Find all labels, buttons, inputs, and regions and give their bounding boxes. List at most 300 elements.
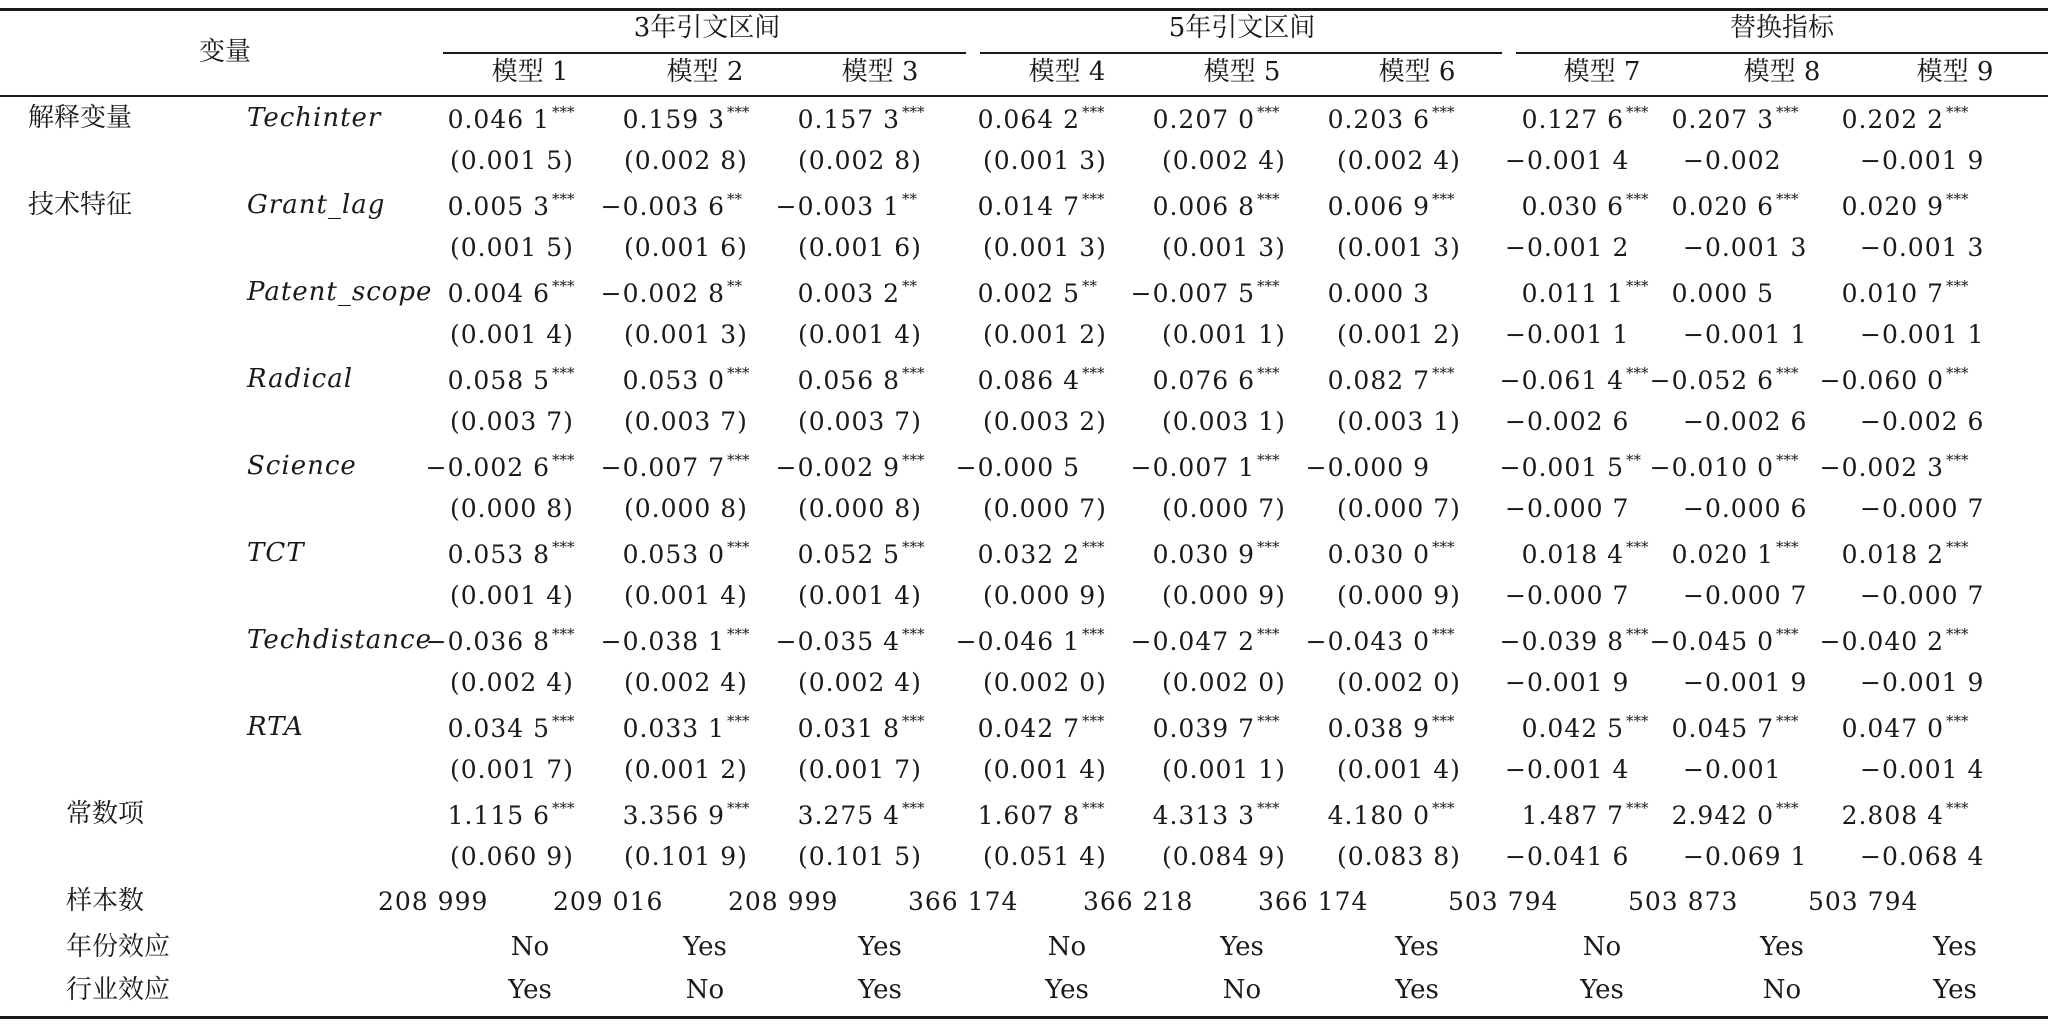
variable-name: Radical bbox=[247, 364, 354, 394]
coef-cell bbox=[1842, 714, 1982, 747]
significance-stars: *** bbox=[1626, 190, 1649, 208]
coef-cell bbox=[776, 192, 938, 225]
se-cell: (0.001 3) bbox=[1162, 233, 1286, 262]
coef-value: −0.047 2 bbox=[1130, 627, 1255, 656]
significance-stars: *** bbox=[1776, 538, 1799, 556]
significance-stars: *** bbox=[1257, 799, 1280, 817]
coef-value: −0.035 4 bbox=[775, 627, 900, 656]
se-cell: (0.002 4) bbox=[1162, 146, 1286, 175]
coef-value: 0.207 0 bbox=[1152, 105, 1255, 134]
significance-stars: *** bbox=[1626, 799, 1649, 817]
coef-value: −0.001 5 bbox=[1499, 453, 1624, 482]
se-cell: −0.002 bbox=[1683, 146, 1782, 175]
significance-stars: *** bbox=[552, 277, 575, 295]
coef-value: −0.052 6 bbox=[1649, 366, 1774, 395]
group-rule-3 bbox=[1516, 52, 2048, 54]
coef-cell bbox=[1522, 105, 1662, 138]
group-rule-2 bbox=[980, 52, 1502, 54]
coef-value: 2.808 4 bbox=[1841, 801, 1944, 830]
se-cell: (0.002 4) bbox=[1337, 146, 1461, 175]
significance-stars: *** bbox=[1432, 799, 1455, 817]
coef-value: 0.004 6 bbox=[447, 279, 550, 308]
significance-stars: *** bbox=[1946, 712, 1969, 730]
coef-cell bbox=[1500, 453, 1662, 486]
bottom-rule bbox=[0, 1016, 2048, 1019]
year-effect-value: No bbox=[510, 932, 550, 962]
significance-stars: *** bbox=[1082, 712, 1105, 730]
se-cell: (0.001 5) bbox=[450, 233, 574, 262]
row-category: 常数项 bbox=[66, 799, 145, 829]
se-cell: (0.003 1) bbox=[1337, 407, 1461, 436]
significance-stars: *** bbox=[727, 799, 750, 817]
significance-stars: *** bbox=[902, 625, 925, 643]
se-cell: (0.001 4) bbox=[798, 581, 922, 610]
coef-value: 0.014 7 bbox=[977, 192, 1080, 221]
coef-value: −0.007 5 bbox=[1130, 279, 1255, 308]
significance-stars: *** bbox=[1776, 625, 1799, 643]
significance-stars: *** bbox=[1946, 625, 1969, 643]
significance-stars: *** bbox=[1626, 712, 1649, 730]
coef-cell bbox=[798, 105, 938, 138]
significance-stars: *** bbox=[552, 712, 575, 730]
coef-cell bbox=[623, 105, 763, 138]
year-effect-value: Yes bbox=[1933, 932, 1977, 962]
se-cell: −0.068 4 bbox=[1860, 842, 1985, 871]
coef-value: 0.030 6 bbox=[1521, 192, 1624, 221]
coef-cell bbox=[448, 105, 588, 138]
coef-cell bbox=[448, 801, 588, 834]
se-cell: −0.001 9 bbox=[1860, 668, 1985, 697]
significance-stars: *** bbox=[1257, 538, 1280, 556]
significance-stars: *** bbox=[552, 451, 575, 469]
significance-stars: *** bbox=[1946, 190, 1969, 208]
coef-value: 0.020 6 bbox=[1671, 192, 1774, 221]
coef-cell bbox=[601, 627, 763, 660]
significance-stars: *** bbox=[1432, 364, 1455, 382]
coef-value: −0.007 7 bbox=[600, 453, 725, 482]
significance-stars: *** bbox=[727, 538, 750, 556]
coef-cell bbox=[1500, 366, 1662, 399]
significance-stars: *** bbox=[1257, 103, 1280, 121]
sample-count: 366 218 bbox=[1083, 887, 1194, 916]
coef-cell bbox=[1328, 540, 1468, 573]
sample-count: 503 794 bbox=[1448, 887, 1559, 916]
coef-value: −0.000 5 bbox=[955, 453, 1080, 482]
coef-value: 0.002 5 bbox=[977, 279, 1080, 308]
coef-value: −0.043 0 bbox=[1305, 627, 1430, 656]
se-cell: (0.002 8) bbox=[624, 146, 748, 175]
industry-effect-value: No bbox=[1762, 975, 1802, 1005]
significance-stars: *** bbox=[1082, 625, 1105, 643]
coef-value: −0.038 1 bbox=[600, 627, 725, 656]
significance-stars: *** bbox=[1432, 712, 1455, 730]
coef-cell bbox=[1328, 279, 1468, 309]
coef-cell bbox=[1650, 453, 1812, 486]
significance-stars: ** bbox=[1082, 277, 1097, 295]
coef-cell bbox=[776, 453, 938, 486]
variable-name: RTA bbox=[247, 712, 304, 742]
coef-value: 0.053 8 bbox=[447, 540, 550, 569]
se-cell: −0.069 1 bbox=[1683, 842, 1808, 871]
se-cell: (0.000 8) bbox=[624, 494, 748, 523]
year-effect-value: No bbox=[1582, 932, 1622, 962]
se-cell: (0.002 8) bbox=[798, 146, 922, 175]
se-cell: (0.002 4) bbox=[624, 668, 748, 697]
coef-cell bbox=[1131, 279, 1293, 312]
coef-value: −0.010 0 bbox=[1649, 453, 1774, 482]
se-cell: (0.001 3) bbox=[983, 146, 1107, 175]
coef-cell bbox=[448, 366, 588, 399]
significance-stars: *** bbox=[552, 799, 575, 817]
coef-cell bbox=[978, 801, 1118, 834]
significance-stars: *** bbox=[552, 190, 575, 208]
significance-stars: *** bbox=[902, 451, 925, 469]
significance-stars: *** bbox=[1432, 103, 1455, 121]
se-cell: −0.001 3 bbox=[1683, 233, 1808, 262]
significance-stars: *** bbox=[727, 103, 750, 121]
se-cell: −0.001 9 bbox=[1860, 146, 1985, 175]
coef-value: −0.036 8 bbox=[425, 627, 550, 656]
coef-value: 0.006 9 bbox=[1327, 192, 1430, 221]
significance-stars: *** bbox=[1776, 190, 1799, 208]
significance-stars: ** bbox=[727, 190, 742, 208]
significance-stars: *** bbox=[1776, 451, 1799, 469]
industry-effect-value: Yes bbox=[858, 975, 902, 1005]
significance-stars: *** bbox=[1626, 277, 1649, 295]
top-rule bbox=[0, 8, 2048, 11]
industry-effect-value: Yes bbox=[1045, 975, 1089, 1005]
coef-cell bbox=[1153, 714, 1293, 747]
year-effect-value: Yes bbox=[858, 932, 902, 962]
coef-cell bbox=[1153, 105, 1293, 138]
significance-stars: *** bbox=[1082, 364, 1105, 382]
coef-cell bbox=[1672, 105, 1812, 138]
variable-name: Science bbox=[247, 451, 357, 481]
coef-cell bbox=[956, 453, 1118, 483]
coef-value: 0.005 3 bbox=[447, 192, 550, 221]
coef-cell bbox=[623, 714, 763, 747]
coef-value: 2.942 0 bbox=[1671, 801, 1774, 830]
coef-value: 0.020 1 bbox=[1671, 540, 1774, 569]
significance-stars: *** bbox=[902, 364, 925, 382]
se-cell: (0.001 4) bbox=[450, 581, 574, 610]
coef-cell bbox=[978, 279, 1118, 312]
coef-value: 0.038 9 bbox=[1327, 714, 1430, 743]
coef-value: 0.018 2 bbox=[1841, 540, 1944, 569]
se-cell: −0.002 6 bbox=[1505, 407, 1630, 436]
group-header-3yr: 3年引文区间 bbox=[633, 13, 781, 43]
coef-cell bbox=[1672, 540, 1812, 573]
significance-stars: *** bbox=[1432, 625, 1455, 643]
se-cell: (0.001 3) bbox=[983, 233, 1107, 262]
coef-value: 1.115 6 bbox=[447, 801, 550, 830]
coef-value: −0.007 1 bbox=[1130, 453, 1255, 482]
significance-stars: *** bbox=[1946, 799, 1969, 817]
significance-stars: *** bbox=[1946, 103, 1969, 121]
coef-cell bbox=[1820, 627, 1982, 660]
coef-value: 4.313 3 bbox=[1152, 801, 1255, 830]
samples-label: 样本数 bbox=[66, 886, 145, 916]
coef-value: 1.607 8 bbox=[977, 801, 1080, 830]
coef-value: 0.042 5 bbox=[1521, 714, 1624, 743]
significance-stars: *** bbox=[1257, 451, 1280, 469]
coef-cell bbox=[448, 192, 588, 225]
coef-cell bbox=[1131, 453, 1293, 486]
se-cell: −0.001 4 bbox=[1505, 755, 1630, 784]
model-header: 模型 8 bbox=[1743, 57, 1821, 87]
coef-cell bbox=[798, 540, 938, 573]
coef-value: 4.180 0 bbox=[1327, 801, 1430, 830]
model-header: 模型 6 bbox=[1378, 57, 1456, 87]
coef-value: 0.053 0 bbox=[622, 366, 725, 395]
significance-stars: *** bbox=[1257, 190, 1280, 208]
coef-value: −0.060 0 bbox=[1819, 366, 1944, 395]
coef-cell bbox=[1842, 279, 1982, 312]
se-cell: −0.001 4 bbox=[1860, 755, 1985, 784]
group-rule-1 bbox=[443, 52, 966, 54]
se-cell: (0.001 4) bbox=[1337, 755, 1461, 784]
coef-value: 0.076 6 bbox=[1152, 366, 1255, 395]
significance-stars: *** bbox=[552, 538, 575, 556]
coef-value: 0.000 5 bbox=[1671, 279, 1774, 308]
se-cell: −0.000 7 bbox=[1683, 581, 1808, 610]
coef-cell bbox=[956, 627, 1118, 660]
coef-value: 0.207 3 bbox=[1671, 105, 1774, 134]
coef-cell bbox=[1328, 714, 1468, 747]
year-effect-label: 年份效应 bbox=[66, 932, 171, 962]
coef-cell bbox=[1820, 453, 1982, 486]
sample-count: 503 794 bbox=[1808, 887, 1919, 916]
model-header: 模型 4 bbox=[1028, 57, 1106, 87]
variable-header: 变量 bbox=[198, 37, 252, 67]
significance-stars: ** bbox=[902, 190, 917, 208]
coef-value: 0.011 1 bbox=[1521, 279, 1624, 308]
coef-value: −0.002 9 bbox=[775, 453, 900, 482]
coef-cell bbox=[1842, 801, 1982, 834]
se-cell: −0.001 bbox=[1683, 755, 1782, 784]
significance-stars: *** bbox=[1432, 190, 1455, 208]
se-cell: (0.084 9) bbox=[1162, 842, 1286, 871]
significance-stars: ** bbox=[902, 277, 917, 295]
coef-value: −0.002 6 bbox=[425, 453, 550, 482]
se-cell: (0.002 4) bbox=[450, 668, 574, 697]
se-cell: (0.001 4) bbox=[450, 320, 574, 349]
coef-value: −0.000 9 bbox=[1305, 453, 1430, 482]
se-cell: (0.001 2) bbox=[1337, 320, 1461, 349]
coef-cell bbox=[1328, 192, 1468, 225]
significance-stars: *** bbox=[1946, 364, 1969, 382]
coef-cell bbox=[448, 540, 588, 573]
sample-count: 366 174 bbox=[1258, 887, 1369, 916]
coef-cell bbox=[978, 540, 1118, 573]
significance-stars: *** bbox=[552, 103, 575, 121]
year-effect-value: Yes bbox=[1760, 932, 1804, 962]
se-cell: (0.001 4) bbox=[624, 581, 748, 610]
se-cell: −0.000 6 bbox=[1683, 494, 1808, 523]
coef-value: 0.052 5 bbox=[797, 540, 900, 569]
coef-value: 0.000 3 bbox=[1327, 279, 1430, 308]
coef-value: −0.003 1 bbox=[775, 192, 900, 221]
significance-stars: *** bbox=[902, 538, 925, 556]
coef-cell bbox=[978, 366, 1118, 399]
significance-stars: *** bbox=[727, 451, 750, 469]
significance-stars: *** bbox=[1946, 538, 1969, 556]
coef-value: 0.032 2 bbox=[977, 540, 1080, 569]
significance-stars: *** bbox=[902, 799, 925, 817]
coef-value: 3.275 4 bbox=[797, 801, 900, 830]
sample-count: 503 873 bbox=[1628, 887, 1739, 916]
se-cell: −0.000 7 bbox=[1860, 581, 1985, 610]
se-cell: −0.001 1 bbox=[1683, 320, 1808, 349]
coef-value: 3.356 9 bbox=[622, 801, 725, 830]
significance-stars: *** bbox=[1626, 103, 1649, 121]
coef-value: 0.202 2 bbox=[1841, 105, 1944, 134]
coef-cell bbox=[1672, 192, 1812, 225]
coef-value: −0.002 8 bbox=[600, 279, 725, 308]
coef-cell bbox=[1820, 366, 1982, 399]
se-cell: (0.001 6) bbox=[798, 233, 922, 262]
se-cell: −0.001 1 bbox=[1860, 320, 1985, 349]
coef-value: 0.033 1 bbox=[622, 714, 725, 743]
sample-count: 366 174 bbox=[908, 887, 1019, 916]
industry-effect-value: No bbox=[1222, 975, 1262, 1005]
coef-cell bbox=[798, 714, 938, 747]
coef-value: 0.127 6 bbox=[1521, 105, 1624, 134]
row-category: 技术特征 bbox=[28, 190, 133, 220]
coef-cell bbox=[1306, 453, 1468, 483]
se-cell: (0.003 7) bbox=[450, 407, 574, 436]
model-header: 模型 1 bbox=[491, 57, 569, 87]
coef-value: 0.020 9 bbox=[1841, 192, 1944, 221]
coef-value: 0.034 5 bbox=[447, 714, 550, 743]
model-header: 模型 7 bbox=[1563, 57, 1641, 87]
coef-cell bbox=[1842, 105, 1982, 138]
coef-cell bbox=[1328, 366, 1468, 399]
industry-effect-value: Yes bbox=[1580, 975, 1624, 1005]
coef-cell bbox=[623, 540, 763, 573]
coef-cell bbox=[1153, 540, 1293, 573]
sample-count: 209 016 bbox=[553, 887, 664, 916]
se-cell: (0.003 7) bbox=[798, 407, 922, 436]
group-header-5yr: 5年引文区间 bbox=[1168, 13, 1316, 43]
se-cell: (0.000 7) bbox=[1337, 494, 1461, 523]
row-category: 解释变量 bbox=[28, 103, 133, 133]
se-cell: (0.002 0) bbox=[1337, 668, 1461, 697]
significance-stars: *** bbox=[902, 103, 925, 121]
coef-cell bbox=[798, 801, 938, 834]
significance-stars: *** bbox=[1082, 799, 1105, 817]
significance-stars: *** bbox=[1257, 712, 1280, 730]
se-cell: (0.002 4) bbox=[798, 668, 922, 697]
variable-name: Techdistance bbox=[247, 625, 432, 655]
coef-value: 0.030 0 bbox=[1327, 540, 1430, 569]
significance-stars: *** bbox=[1082, 538, 1105, 556]
industry-effect-value: No bbox=[685, 975, 725, 1005]
significance-stars: *** bbox=[552, 625, 575, 643]
se-cell: (0.101 5) bbox=[798, 842, 922, 871]
coef-cell bbox=[1328, 801, 1468, 834]
coef-cell bbox=[1522, 192, 1662, 225]
significance-stars: *** bbox=[1082, 103, 1105, 121]
se-cell: −0.001 9 bbox=[1505, 668, 1630, 697]
coef-cell bbox=[776, 627, 938, 660]
coef-value: −0.003 6 bbox=[600, 192, 725, 221]
coef-cell bbox=[1650, 627, 1812, 660]
significance-stars: *** bbox=[1257, 625, 1280, 643]
coef-cell bbox=[978, 714, 1118, 747]
coef-cell bbox=[426, 627, 588, 660]
coef-cell bbox=[978, 105, 1118, 138]
coef-cell bbox=[1842, 192, 1982, 225]
se-cell: (0.000 9) bbox=[1337, 581, 1461, 610]
coef-value: 0.045 7 bbox=[1671, 714, 1774, 743]
se-cell: −0.000 7 bbox=[1860, 494, 1985, 523]
coef-cell bbox=[1153, 192, 1293, 225]
coef-cell bbox=[1500, 627, 1662, 660]
coef-value: 0.058 5 bbox=[447, 366, 550, 395]
se-cell: −0.001 1 bbox=[1505, 320, 1630, 349]
coef-value: 0.056 8 bbox=[797, 366, 900, 395]
se-cell: (0.001 7) bbox=[450, 755, 574, 784]
significance-stars: *** bbox=[1257, 277, 1280, 295]
se-cell: (0.101 9) bbox=[624, 842, 748, 871]
significance-stars: *** bbox=[1626, 625, 1649, 643]
coef-cell bbox=[1672, 801, 1812, 834]
se-cell: −0.001 2 bbox=[1505, 233, 1630, 262]
coef-cell bbox=[1522, 714, 1662, 747]
se-cell: (0.001 3) bbox=[624, 320, 748, 349]
model-header: 模型 9 bbox=[1916, 57, 1994, 87]
year-effect-value: Yes bbox=[1220, 932, 1264, 962]
model-header: 模型 3 bbox=[841, 57, 919, 87]
se-cell: −0.000 7 bbox=[1505, 494, 1630, 523]
significance-stars: *** bbox=[1776, 799, 1799, 817]
coef-value: 0.039 7 bbox=[1152, 714, 1255, 743]
se-cell: (0.001 1) bbox=[1162, 320, 1286, 349]
group-header-alt: 替换指标 bbox=[1729, 13, 1835, 43]
se-cell: (0.003 7) bbox=[624, 407, 748, 436]
coef-cell bbox=[1153, 801, 1293, 834]
se-cell: (0.002 0) bbox=[1162, 668, 1286, 697]
se-cell: (0.001 2) bbox=[624, 755, 748, 784]
variable-name: Patent_scope bbox=[247, 277, 433, 307]
coef-cell bbox=[1153, 366, 1293, 399]
industry-effect-label: 行业效应 bbox=[66, 975, 171, 1005]
coef-cell bbox=[798, 279, 938, 312]
significance-stars: *** bbox=[1776, 712, 1799, 730]
se-cell: −0.000 7 bbox=[1505, 581, 1630, 610]
industry-effect-value: Yes bbox=[1933, 975, 1977, 1005]
coef-cell bbox=[1328, 105, 1468, 138]
coef-cell bbox=[798, 366, 938, 399]
coef-cell bbox=[1672, 279, 1812, 309]
coef-value: 0.082 7 bbox=[1327, 366, 1430, 395]
coef-value: 0.010 7 bbox=[1841, 279, 1944, 308]
coef-cell bbox=[426, 453, 588, 486]
coef-value: 0.053 0 bbox=[622, 540, 725, 569]
coef-value: 0.046 1 bbox=[447, 105, 550, 134]
coef-cell bbox=[601, 279, 763, 312]
coef-value: −0.061 4 bbox=[1499, 366, 1624, 395]
coef-cell bbox=[601, 192, 763, 225]
coef-cell bbox=[1522, 540, 1662, 573]
se-cell: −0.002 6 bbox=[1860, 407, 1985, 436]
coef-cell bbox=[448, 714, 588, 747]
se-cell: (0.001 3) bbox=[1337, 233, 1461, 262]
coef-cell bbox=[1672, 714, 1812, 747]
coef-value: 0.030 9 bbox=[1152, 540, 1255, 569]
year-effect-value: No bbox=[1047, 932, 1087, 962]
